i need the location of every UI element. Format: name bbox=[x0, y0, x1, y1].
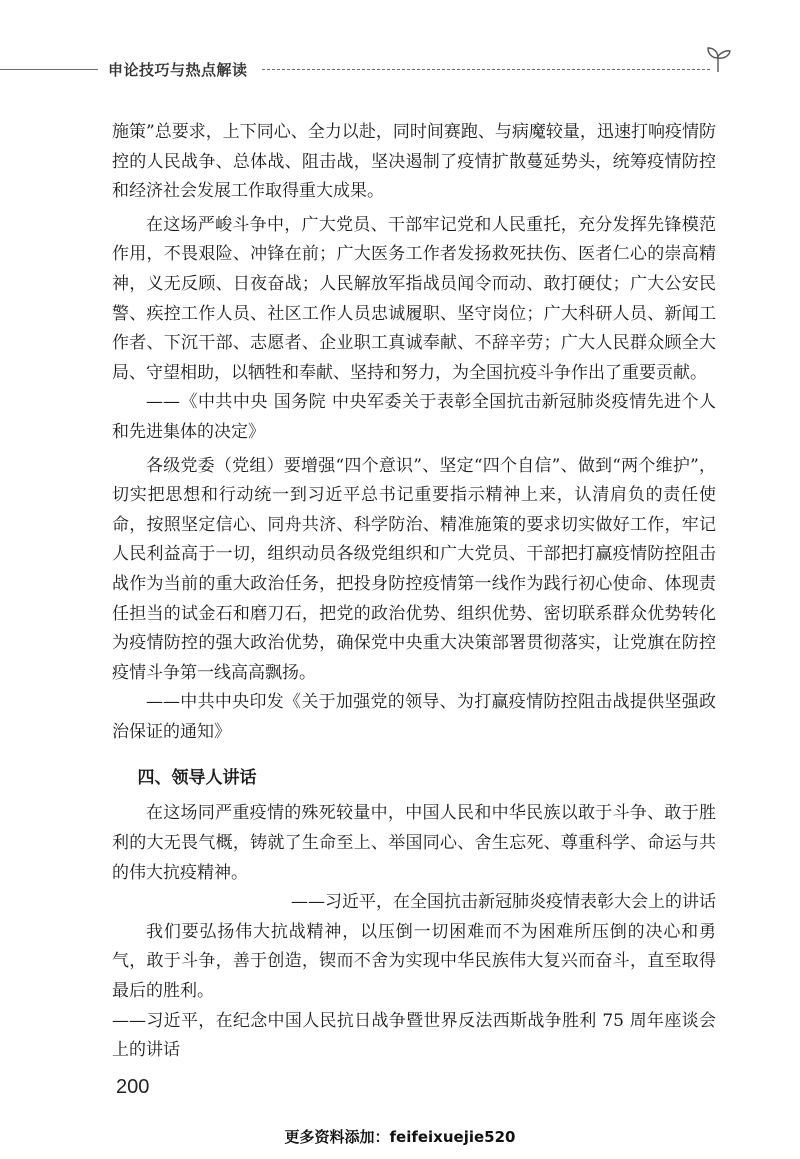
citation-speech-2: ——习近平，在纪念中国人民抗日战争暨世界反法西斯战争胜利 75 周年座谈会上的讲话 bbox=[112, 1010, 716, 1061]
section-heading: 四、领导人讲话 bbox=[137, 768, 257, 789]
footer-note: 更多资料添加：feifeixuejie520 bbox=[284, 1128, 516, 1146]
sprout-icon bbox=[702, 42, 734, 74]
paragraph-continued: 施策”总要求，上下同心、全力以赴，同时间赛跑、与病魔较量，迅速打响疫情防控的人民战争、总体战、阻击战，坚决遏制了疫情扩散蔓延势头，统筹疫情防控和经济社会发展工作取得重大成果。 bbox=[112, 122, 716, 202]
paragraph-praise: 在这场严峻斗争中，广大党员、干部牢记党和人民重托，充分发挥先锋模范作用，不畏艰险、冲锋在前；广大医务工作者发扬救死扶伤、医者仁心的崇高精神，义无反顾、日夜奋战；人民解放军指战员闻令而动、敢打硬仗；广大公安民警、疾控工作人员、社区工作人员忠诚履职、坚守岗位；广大科研人员、新闻工作者、下沉干部、志愿者、企业职工真诚奉献、不辞辛劳；广大人民群众顾全大局、守望相助，以牺牲和奉献、坚持和努力，为全国抗疫斗争作出了重要贡献。 bbox=[112, 214, 716, 383]
header-title: 申论技巧与热点解读 bbox=[108, 61, 248, 79]
page-body bbox=[112, 118, 716, 1066]
paragraph-party-committees: 各级党委（党组）要增强“四个意识”、坚定“四个自信”、做到“两个维护”，切实把思想和行动统一到习近平总书记重要指示精神上来，认清肩负的责任使命，按照坚定信心、同舟共济、科学防治、精准施策的要求切实做好工作，牢记人民利益高于一切，组织动员各级党组织和广大党员、干部把打赢疫情防控阻击战作为当前的重大政治任务，把投身防控疫情第一线作为践行初心使命、体现责任担当的试金石和磨刀石，把党的政治优势、组织优势、密切联系群众优势转化为疫情防控的强大政治优势，确保党中央重大决策部署贯彻落实，让党旗在防控疫情斗争第一线高高飘扬。 bbox=[112, 455, 716, 683]
citation-speech-1: ——习近平，在全国抗击新冠肺炎疫情表彰大会上的讲话 bbox=[291, 892, 716, 913]
page-number: 200 bbox=[116, 1076, 150, 1098]
citation-notice: ——中共中央印发《关于加强党的领导、为打赢疫情防控阻击战提供坚强政治保证的通知》 bbox=[112, 692, 716, 742]
citation-decision: ——《中共中央 国务院 中央军委关于表彰全国抗击新冠肺炎疫情先进个人和先进集体的决定》 bbox=[112, 392, 716, 442]
speech-quote-2: 我们要弘扬伟大抗战精神，以压倒一切困难而不为困难所压倒的决心和勇气，敢于斗争，善于创造，锲而不舍为实现中华民族伟大复兴而奋斗，直至取得最后的胜利。 bbox=[112, 921, 716, 1002]
running-header bbox=[0, 54, 800, 90]
speech-quote-1: 在这场同严重疫情的殊死较量中，中国人民和中华民族以敢于斗争、敢于胜利的大无畏气概，铸就了生命至上、举国同心、舍生忘死、尊重科学、命运与共的伟大抗疫精神。 bbox=[112, 803, 716, 883]
header-rule-right bbox=[262, 69, 710, 70]
header-rule-left bbox=[0, 69, 98, 70]
